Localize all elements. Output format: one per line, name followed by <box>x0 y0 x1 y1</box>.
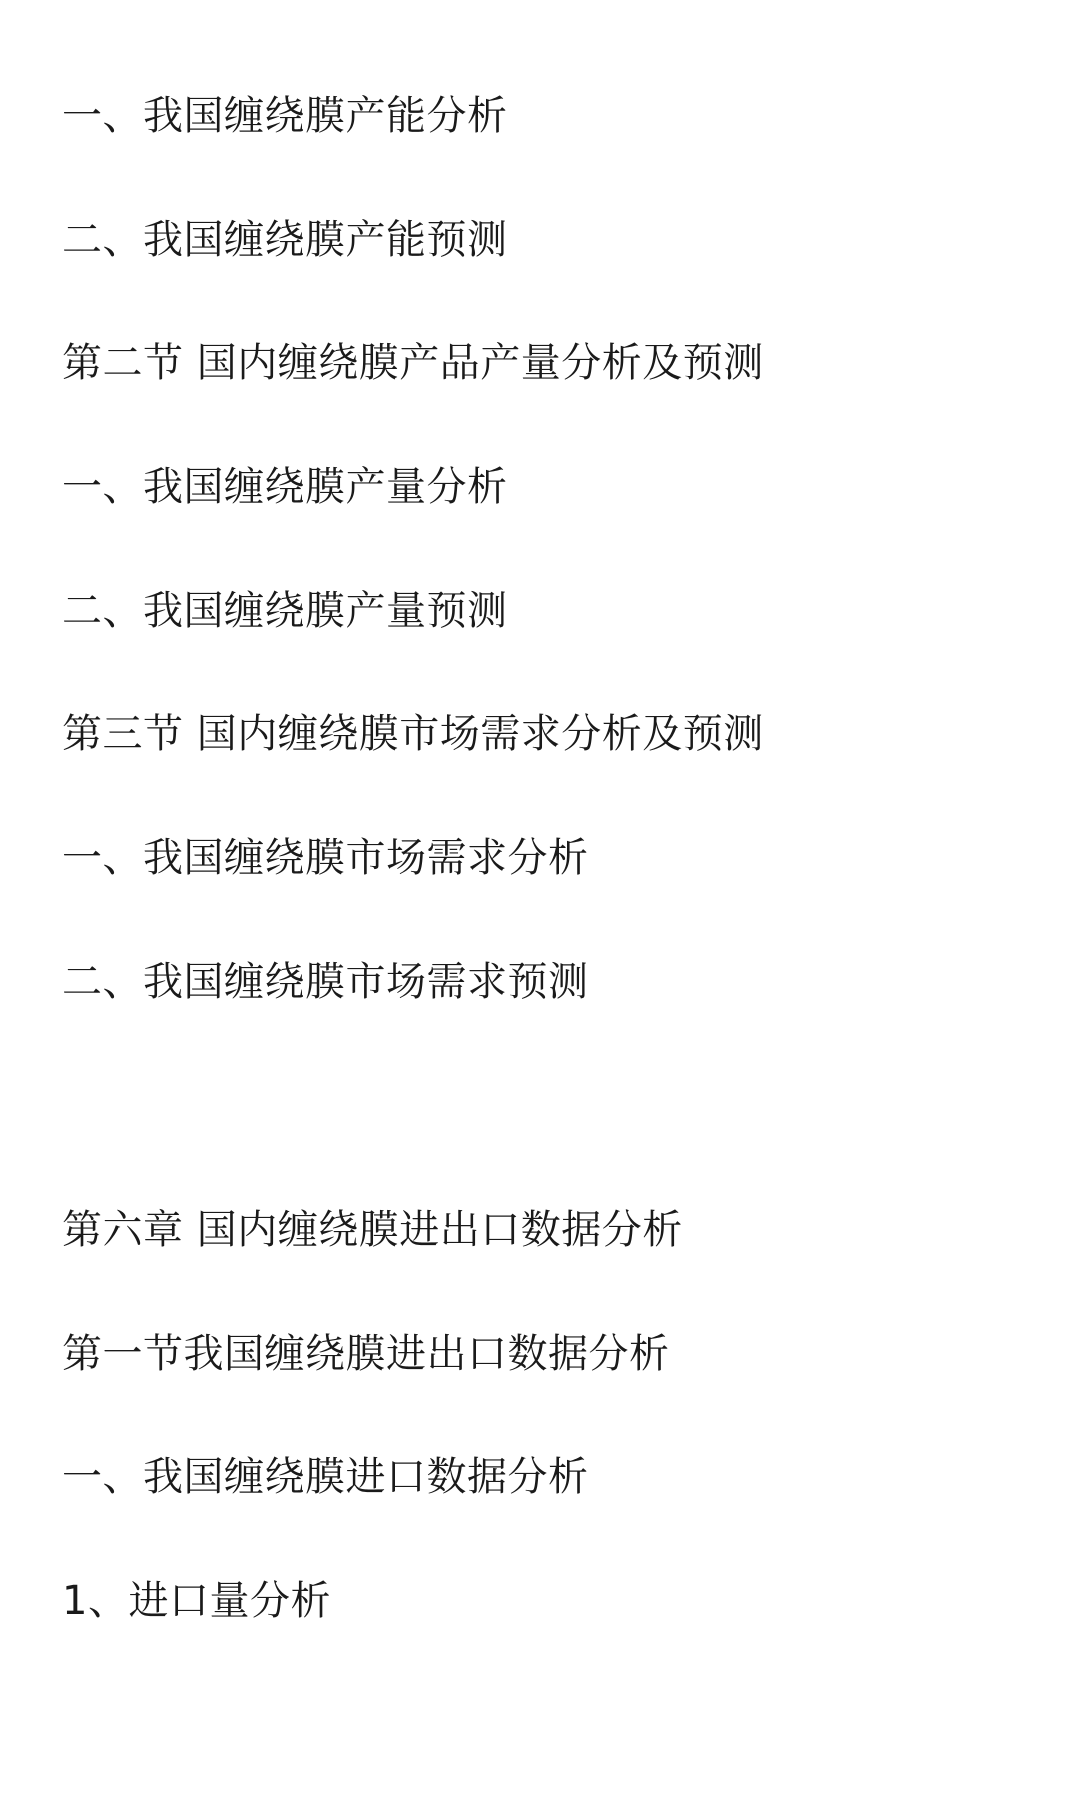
toc-line-capacity-analysis: 一、我国缠绕膜产能分析 <box>62 93 508 139</box>
toc-line-import-analysis: 一、我国缠绕膜进口数据分析 <box>62 1454 589 1500</box>
toc-section-output: 第二节 国内缠绕膜产品产量分析及预测 <box>62 340 764 386</box>
toc-line-output-analysis: 一、我国缠绕膜产量分析 <box>62 464 508 510</box>
toc-section-import-export: 第一节我国缠绕膜进出口数据分析 <box>62 1331 670 1377</box>
toc-line-import-volume: 1、进口量分析 <box>62 1578 331 1624</box>
toc-line-demand-forecast: 二、我国缠绕膜市场需求预测 <box>62 959 589 1005</box>
toc-chapter-six: 第六章 国内缠绕膜进出口数据分析 <box>62 1207 683 1253</box>
toc-section-demand: 第三节 国内缠绕膜市场需求分析及预测 <box>62 711 764 757</box>
toc-line-capacity-forecast: 二、我国缠绕膜产能预测 <box>62 217 508 263</box>
toc-line-demand-analysis: 一、我国缠绕膜市场需求分析 <box>62 835 589 881</box>
toc-line-output-forecast: 二、我国缠绕膜产量预测 <box>62 588 508 634</box>
